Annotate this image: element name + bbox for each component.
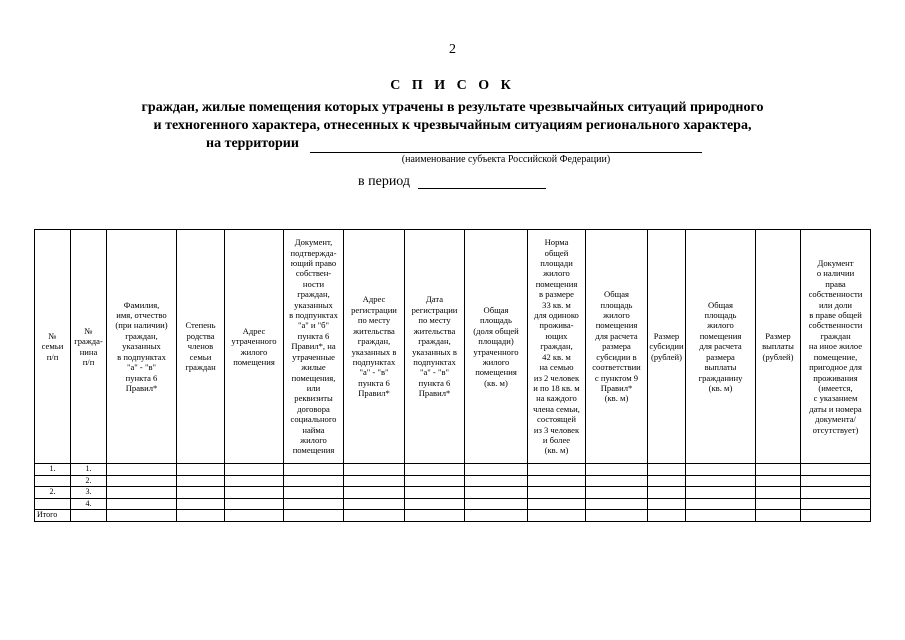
header-full-name: Фамилия, имя, отчество (при наличии) граждан, указанных в подпунктах "а" - "в" пункта 6 Правил* (107, 230, 177, 464)
header-lost-address: Адрес утраченного жилого помещения (225, 230, 284, 464)
header-total-area: Общая площадь (доля общей площади) утраченного жилого помещения (кв. м) (465, 230, 528, 464)
header-other-property-document: Документ о наличии права собственности или доли в праве общей собственности граждан на иное жилое помещение, пригодное для проживания (имеется, с указанием даты и номера документа/ отсутствует) (801, 230, 871, 464)
table-total-row (35, 510, 871, 522)
citizen-number-cell: 1. (71, 464, 107, 476)
table-row (35, 498, 871, 510)
header-payment-area: Общая площадь жилого помещения для расчета размера выплаты гражданину (кв. м) (686, 230, 756, 464)
header-citizen-number: № гражда- нина п/п (71, 230, 107, 464)
header-registration-date: Дата регистрации по месту жительства граждан, указанных в подпунктах "а" - "в" пункта 6 Правил* (405, 230, 465, 464)
header-payment-amount: Размер выплаты (рублей) (756, 230, 801, 464)
document-subtitle-line-1: граждан, жилые помещения которых утрачены в результате чрезвычайных ситуаций природного (141, 100, 764, 115)
citizen-number-cell: 3. (71, 487, 107, 499)
period-label: в период (358, 174, 411, 189)
citizen-number-cell: 2. (71, 475, 107, 487)
header-registration-address: Адрес регистрации по месту жительства граждан, указанных в подпунктах "а" - "в" пункта 6 Правил* (344, 230, 405, 464)
header-ownership-document: Документ, подтвержда- ющий право собствен- ности граждан, указанных в подпунктах "а" и "б" пункта 6 Правил*, на утраченные жилые помещения, или реквизиты договора социального найма жилого помещения (284, 230, 344, 464)
header-family-number: № семьи п/п (35, 230, 71, 464)
family-number-cell (35, 498, 71, 510)
territory-hint: (наименование субъекта Российской Федерации) (401, 154, 611, 165)
period-blank-line (418, 188, 546, 189)
territory-label: на территории (206, 136, 299, 151)
table-row (35, 475, 871, 487)
family-number-cell: 2. (35, 487, 71, 499)
citizen-number-cell: 4. (71, 498, 107, 510)
header-subsidy-amount: Размер субсидии (рублей) (648, 230, 686, 464)
total-label-cell: Итого (35, 510, 71, 522)
family-number-cell: 1. (35, 464, 71, 476)
citizens-list-table (34, 229, 871, 522)
citizen-number-cell (71, 510, 107, 522)
table-header-row (35, 230, 871, 464)
page-number: 2 (449, 42, 456, 57)
document-title: С П И С О К (390, 78, 515, 93)
header-relationship: Степень родства членов семьи граждан (177, 230, 225, 464)
header-subsidy-area: Общая площадь жилого помещения для расчета размера субсидии в соответствии с пунктом 9 Правил* (кв. м) (586, 230, 648, 464)
table-row (35, 464, 871, 476)
family-number-cell (35, 475, 71, 487)
table-row (35, 487, 871, 499)
territory-blank-line (310, 152, 702, 153)
header-area-norm: Норма общей площади жилого помещения в размере 33 кв. м для одиноко прожива- ющих граждан, 42 кв. м на семью из 2 человек и по 18 кв. м на каждого члена семьи, состоящей из 3 человек и более (кв. м) (528, 230, 586, 464)
document-subtitle-line-2: и техногенного характера, отнесенных к чрезвычайным ситуациям регионального характера, (153, 118, 752, 133)
